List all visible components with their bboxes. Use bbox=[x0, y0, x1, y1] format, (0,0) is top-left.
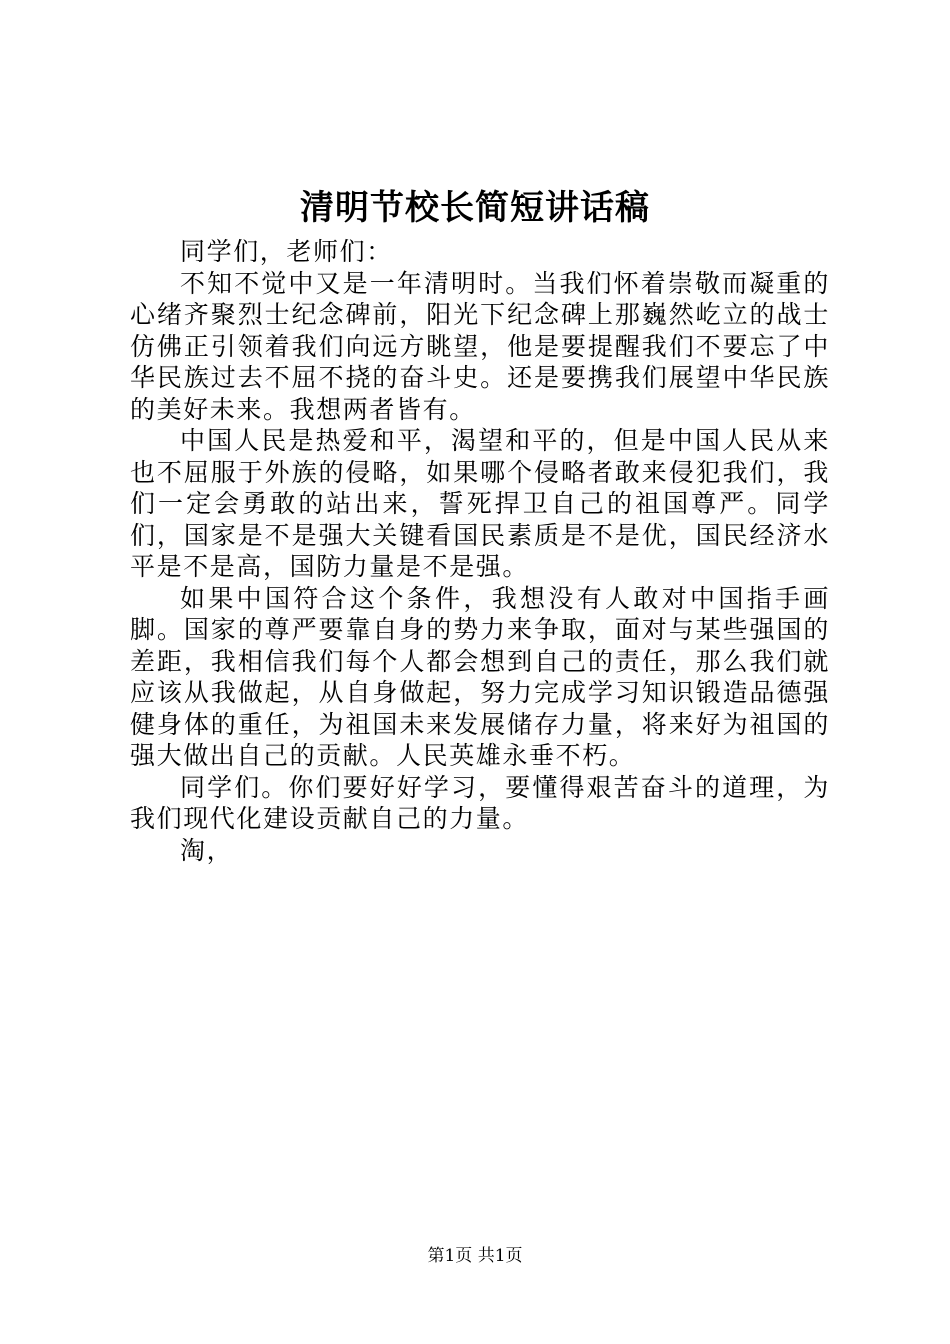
salutation: 同学们，老师们： bbox=[180, 237, 393, 266]
paragraph-2: 中国人民是热爱和平，渴望和平的，但是中国人民从来也不屈服于外族的侵略，如果哪个侵略者敢来侵犯我们，我们一定会勇敢的站出来，誓死捍卫自己的祖国尊严。同学们，国家是不是强大关键看国民素质是不是优，国民经济水平是不是高，国防力量是不是强。 bbox=[130, 426, 830, 581]
paragraph-3: 如果中国符合这个条件，我想没有人敢对中国指手画脚。国家的尊严要靠自身的势力来争取，面对与某些强国的差距，我相信我们每个人都会想到自己的责任，那么我们就应该从我做起，从自身做起，努力完成学习知识锻造品德强健身体的重任，为祖国未来发展储存力量，将来好为祖国的强大做出自己的贡献。人民英雄永垂不朽。 bbox=[130, 583, 830, 770]
document-title: 清明节校长简短讲话稿 bbox=[300, 188, 650, 228]
document-body bbox=[130, 236, 830, 866]
paragraph-4: 同学们。你们要好好学习，要懂得艰苦奋斗的道理，为我们现代化建设贡献自己的力量。 bbox=[130, 772, 830, 833]
paragraph-1: 不知不觉中又是一年清明时。当我们怀着崇敬而凝重的心绪齐聚烈士纪念碑前，阳光下纪念碑上那巍然屹立的战士仿佛正引领着我们向远方眺望，他是要提醒我们不要忘了中华民族过去不屈不挠的奋斗史。还是要携我们展望中华民族的美好未来。我想两者皆有。 bbox=[130, 268, 830, 424]
page-number-footer: 第1页 共1页 bbox=[427, 1246, 523, 1266]
closing-line: 淘， bbox=[180, 835, 234, 865]
